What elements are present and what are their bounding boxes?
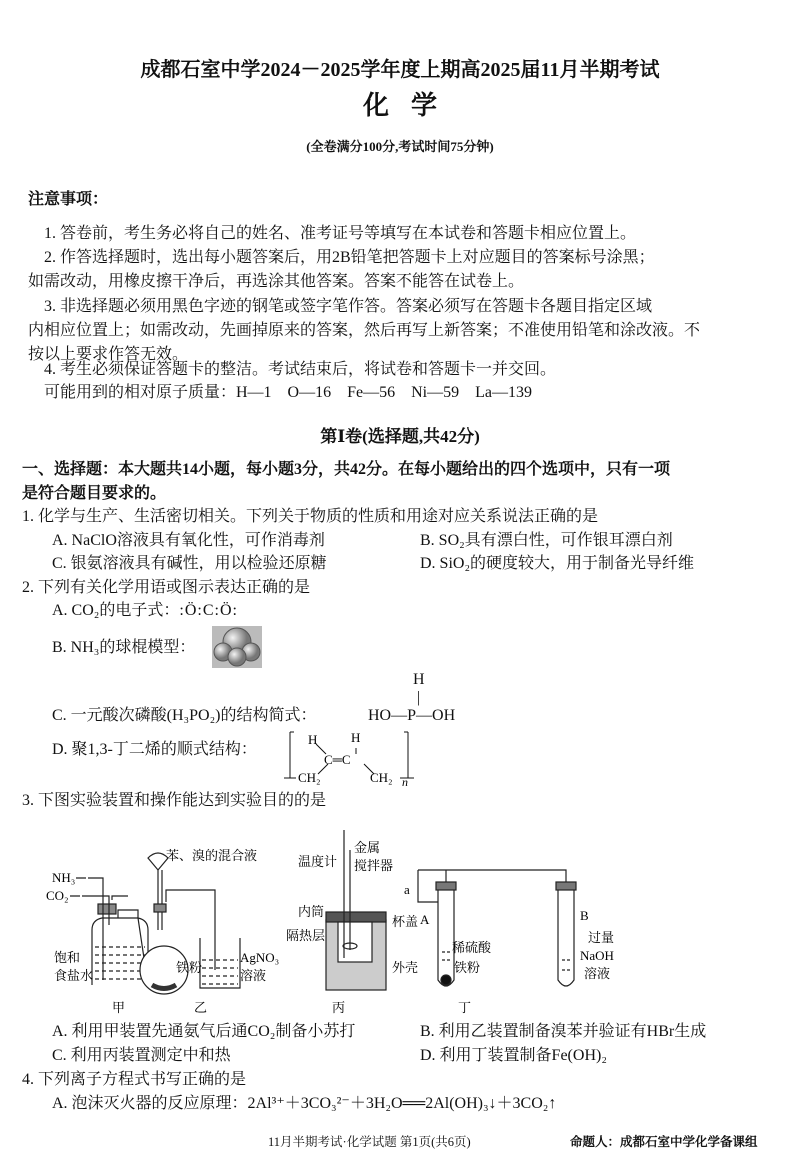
- polymer-ch2-right: CH₂: [370, 770, 393, 785]
- h3po2-top-h: H: [413, 671, 425, 688]
- lid-label: 杯盖: [392, 914, 419, 929]
- agno3-label: AgNO₃: [240, 950, 280, 965]
- note-line: 1. 答卷前，考生务必将自己的姓名、准考证号等填写在本试卷和答题卡相应位置上。: [44, 225, 637, 242]
- atomic-masses: 可能用到的相对原子质量：H—1 O—16 Fe—56 Ni—59 La—139: [44, 384, 532, 401]
- brine-label-2: 食盐水: [54, 968, 94, 983]
- exam-subtitle: (全卷满分100分,考试时间75分钟): [306, 139, 494, 154]
- note-line: 内相应位置上；如需改动，先画掉原来的答案，然后再写上新答案；不准使用铅笔和涂改液。不: [28, 322, 701, 339]
- footer-author: 命题人：成都石室中学化学备课组: [570, 1135, 758, 1149]
- note-line: 3. 非选择题必须用黑色字迹的钢笔或签字笔作答。答案必须写在答题卡各题目指定区域: [44, 298, 653, 315]
- question-2-stem: 2. 下列有关化学用语或图示表达正确的是: [22, 579, 311, 596]
- dilute-acid-label: 稀硫酸: [452, 940, 492, 955]
- polymer-n: n: [402, 775, 408, 786]
- clamp-a-label: a: [404, 882, 410, 897]
- stirrer-label-1: 金属: [354, 840, 381, 855]
- section-title: 第Ⅰ卷(选择题,共42分): [320, 427, 480, 446]
- q1-option-c: C. 银氨溶液具有碱性，用以检验还原糖: [52, 555, 327, 572]
- note-line: 2. 作答选择题时，选出每小题答案后，用2B铅笔把答题卡上对应题目的答案标号涂黑；: [44, 249, 655, 266]
- q4-option-a: A. 泡沫灭火器的反应原理：2Al³⁺＋3CO₃²⁻＋3H₂O══2Al(OH)₃↓＋3CO₂↑: [52, 1095, 557, 1112]
- q1-option-a: A. NaClO溶液具有氧化性，可作消毒剂: [52, 532, 325, 549]
- q2-option-c: C. 一元酸次磷酸(H₃PO₂)的结构简式：: [52, 707, 317, 724]
- note-line: 如需改动，用橡皮擦干净后，再选涂其他答案。答案不能答在试卷上。: [28, 273, 525, 290]
- subject-title: 化学: [362, 91, 459, 120]
- naoh-label: NaOH: [580, 948, 614, 963]
- q2-option-d: D. 聚1,3-丁二烯的顺式结构：: [52, 741, 257, 758]
- polybutadiene-structure: [284, 728, 414, 786]
- thermometer-label: 温度计: [298, 854, 338, 869]
- iron-powder-label: 铁粉: [176, 960, 203, 975]
- tube-a-label: A: [420, 912, 430, 927]
- q2-option-b: B. NH₃的球棍模型：: [52, 639, 196, 656]
- h3po2-formula: HO—P—OH: [368, 707, 456, 724]
- iron-powder-label-ding: 铁粉: [454, 960, 481, 975]
- footer-page-info: 11月半期考试·化学试题 第1页(共6页): [268, 1135, 471, 1149]
- question-3-stem: 3. 下图实验装置和操作能达到实验目的的是: [22, 792, 327, 809]
- note-line: 按以上要求作答无效。: [28, 346, 189, 363]
- section-instructions: 一、选择题：本大题共14小题，每小题3分，共42分。在每小题给出的四个选项中，只有一项: [22, 461, 671, 478]
- q2-option-a: [52, 601, 238, 621]
- co2-electron-formula: :Ö:C:Ö:: [179, 602, 238, 619]
- naoh-solution-label: 溶液: [584, 966, 611, 981]
- agno3-solution-label: 溶液: [240, 968, 267, 983]
- q2-option-a-label: A. CO₂的电子式：: [52, 602, 180, 619]
- polymer-cc: C═C: [324, 752, 351, 767]
- polymer-h-right: H: [351, 730, 361, 745]
- question-1-stem: 1. 化学与生产、生活密切相关。下列关于物质的性质和用途对应关系说法正确的是: [22, 508, 599, 525]
- excess-label: 过量: [588, 930, 615, 945]
- nh3-label: NH₃: [52, 870, 76, 885]
- polymer-ch2-left: CH₂: [298, 770, 321, 785]
- co2-label: CO₂: [46, 888, 69, 903]
- insulation-label: 隔热层: [286, 928, 326, 943]
- apparatus-bing-label: 丙: [332, 1000, 346, 1015]
- experiment-apparatus-figure: [40, 830, 760, 1020]
- q3-option-b: B. 利用乙装置制备溴苯并验证有HBr生成: [420, 1023, 707, 1040]
- tube-b-label: B: [580, 908, 589, 923]
- brine-label-1: 饱和: [54, 950, 81, 965]
- apparatus-jia-label: 甲: [112, 1000, 126, 1015]
- inner-cup-label: 内筒: [298, 904, 325, 919]
- exam-title: 成都石室中学2024－2025学年度上期高2025届11月半期考试: [140, 59, 660, 81]
- polymer-h-left: H: [308, 732, 318, 747]
- stirrer-label-2: 搅拌器: [354, 858, 394, 873]
- q1-option-b: B. SO₂具有漂白性，可作银耳漂白剂: [420, 532, 673, 549]
- q1-option-d: D. SiO₂的硬度较大，用于制备光导纤维: [420, 555, 695, 572]
- notes-heading: 注意事项：: [28, 191, 109, 208]
- benzene-bromine-label: 苯、溴的混合液: [166, 848, 258, 863]
- section-instructions: 是符合题目要求的。: [22, 485, 167, 502]
- nh3-ball-model-image: [212, 626, 262, 668]
- q3-option-c: C. 利用丙装置测定中和热: [52, 1047, 231, 1064]
- apparatus-yi-label: 乙: [194, 1000, 208, 1015]
- note-line: 4. 考生必须保证答题卡的整洁。考试结束后，将试卷和答题卡一并交回。: [44, 361, 557, 378]
- h3po2-bond: |: [417, 689, 421, 706]
- apparatus-ding-label: 丁: [458, 1000, 472, 1015]
- question-4-stem: 4. 下列离子方程式书写正确的是: [22, 1071, 247, 1088]
- shell-label: 外壳: [392, 960, 419, 975]
- q3-option-a: A. 利用甲装置先通氨气后通CO₂制备小苏打: [52, 1023, 356, 1040]
- q3-option-d: D. 利用丁装置制备Fe(OH)₂: [420, 1047, 607, 1064]
